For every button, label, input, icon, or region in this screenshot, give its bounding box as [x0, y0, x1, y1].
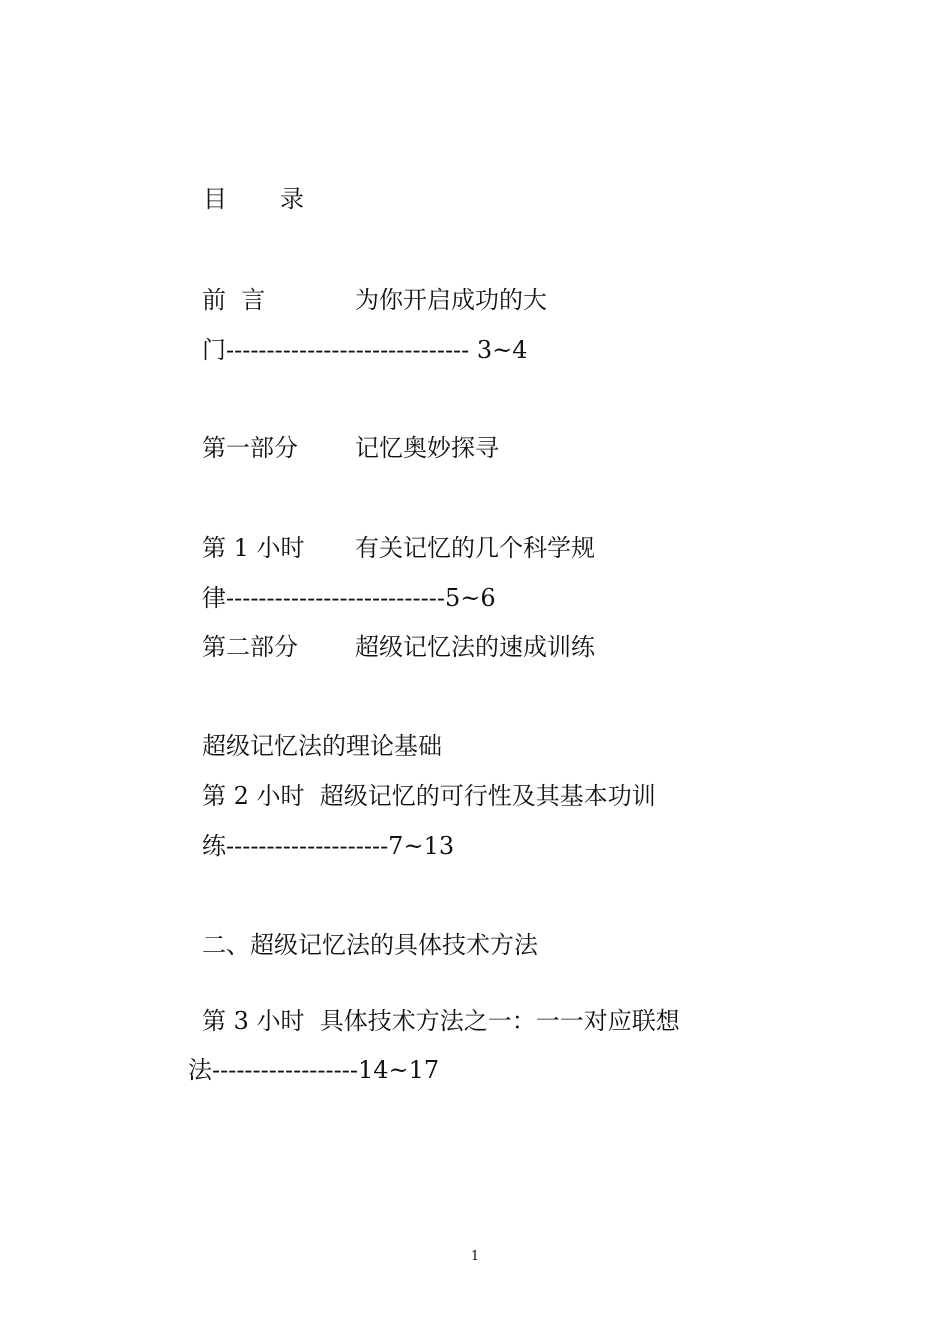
hour1-title: 有关记忆的几个科学规 [355, 534, 595, 562]
hour2-line: 第 2 小时 超级记忆的可行性及其基本功训 [202, 782, 656, 810]
toc-title-second-char: 录 [280, 185, 304, 213]
section-techniques: 二、超级记忆法的具体技术方法 [202, 931, 538, 959]
part1-title: 记忆奥妙探寻 [355, 434, 499, 462]
preface-continuation: 门------------------------------ 3~4 [202, 336, 528, 364]
section-theory: 超级记忆法的理论基础 [202, 732, 442, 760]
toc-title-first-char: 目 [203, 185, 227, 213]
hour1-label: 第 1 小时 [202, 534, 305, 562]
part2-label: 第二部分 [202, 633, 298, 661]
preface-title: 为你开启成功的大 [355, 286, 547, 314]
part1-label: 第一部分 [202, 434, 298, 462]
preface-label: 前 言 [202, 286, 266, 314]
page-number: 1 [470, 1249, 480, 1264]
hour1-continuation: 律---------------------------5~6 [202, 584, 496, 612]
part2-title: 超级记忆法的速成训练 [355, 633, 595, 661]
hour3-continuation: 法------------------14~17 [188, 1056, 440, 1084]
hour3-line: 第 3 小时 具体技术方法之一：一一对应联想 [202, 1007, 680, 1035]
hour2-continuation: 练--------------------7~13 [202, 832, 455, 860]
